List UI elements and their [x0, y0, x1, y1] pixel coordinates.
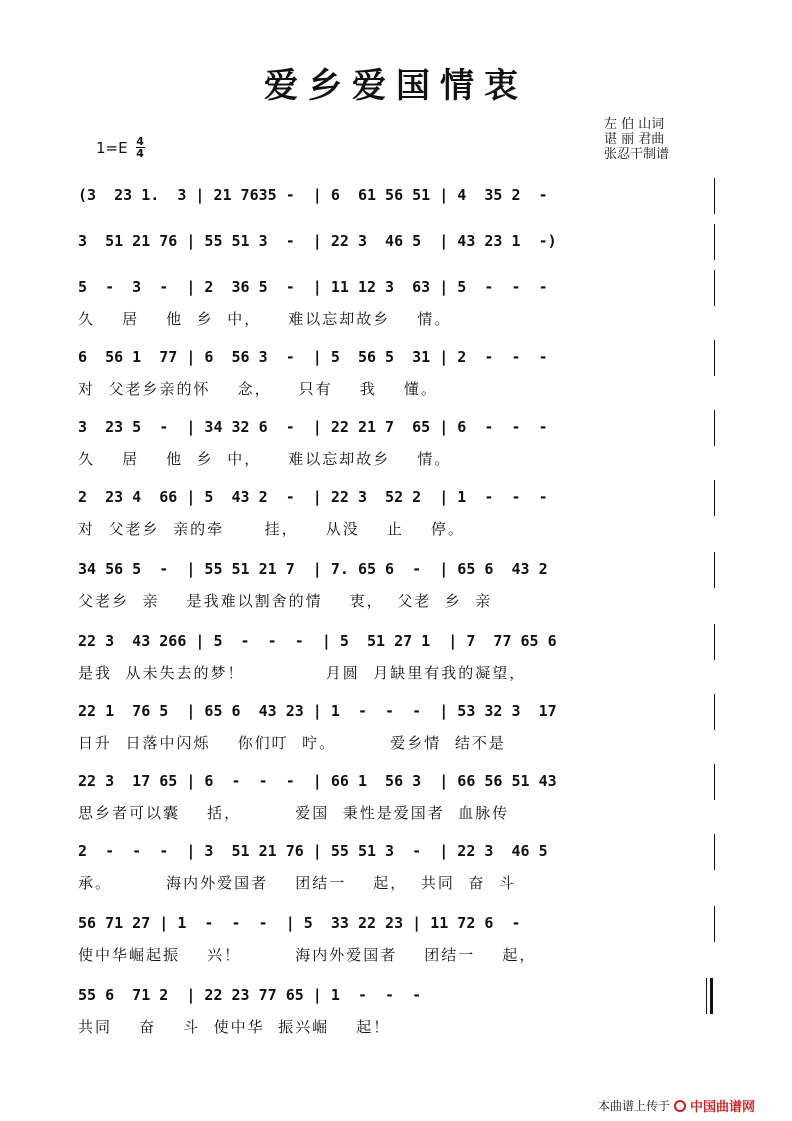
lyric-line: 思乡者可以囊 括， 爱国 秉性是爱国者 血脉传 — [78, 804, 510, 822]
notation-line — [78, 480, 718, 516]
score-row — [78, 178, 718, 214]
score-row — [78, 906, 718, 964]
key-label: 1=E — [96, 138, 128, 157]
barline — [714, 906, 715, 942]
notation-text: 22 3 43 266 | 5 - - - | 5 51 27 1 | 7 77 65 6 — [78, 632, 557, 650]
notation-text: (3 23 1. 3 | 21 7635 - | 6 61 56 51 | 4 35 2 - — [78, 186, 548, 204]
composer-credit: 谌 丽 君曲 — [604, 132, 665, 147]
barline — [714, 480, 715, 516]
score-row — [78, 764, 718, 822]
notation-line — [78, 906, 718, 942]
notation-text: 2 - - - | 3 51 21 76 | 55 51 3 - | 22 3 46 5 — [78, 842, 548, 860]
lyricist-credit: 左 伯 山词 — [604, 117, 665, 132]
song-title: 爱乡爱国情衷 — [264, 66, 528, 106]
notation-text: 22 3 17 65 | 6 - - - | 66 1 56 3 | 66 56 51 43 — [78, 772, 557, 790]
score-row — [78, 694, 718, 752]
barline — [714, 178, 715, 214]
notation-text: 5 - 3 - | 2 36 5 - | 11 12 3 63 | 5 - - - — [78, 278, 548, 296]
notation-line — [78, 978, 718, 1014]
score-row — [78, 624, 718, 682]
notation-text: 34 56 5 - | 55 51 21 7 | 7. 65 6 - | 65 6 43 2 — [78, 560, 548, 578]
notation-line — [78, 224, 718, 260]
barline — [714, 834, 715, 870]
lyric-line: 久 居 他 乡 中， 难以忘却故乡 情。 — [78, 310, 452, 328]
key-signature — [96, 136, 145, 159]
notation-line — [78, 270, 718, 306]
site-brand: 中国曲谱网 — [690, 1100, 756, 1115]
time-signature — [136, 136, 145, 159]
score-row — [78, 270, 718, 328]
score-row — [78, 552, 718, 610]
notation-line — [78, 552, 718, 588]
lyric-line: 共同 奋 斗 使中华 振兴崛 起！ — [78, 1018, 391, 1036]
score-row — [78, 410, 718, 468]
barline — [714, 694, 715, 730]
score-row — [78, 224, 718, 260]
credits — [604, 117, 669, 162]
barline — [714, 552, 715, 588]
notation-text: 3 51 21 76 | 55 51 3 - | 22 3 46 5 | 43 23 1 -) — [78, 232, 557, 250]
notation-text: 56 71 27 | 1 - - - | 5 33 22 23 | 11 72 6 - — [78, 914, 521, 932]
notation-text: 3 23 5 - | 34 32 6 - | 22 21 7 65 | 6 - - - — [78, 418, 548, 436]
lyric-line: 对 父老乡 亲的牵 挂， 从没 止 停。 — [78, 520, 465, 538]
barline — [714, 764, 715, 800]
footer — [598, 1096, 755, 1115]
lyric-line: 承。 海内外爱国者 团结一 起， 共同 奋 斗 — [78, 874, 516, 892]
lyric-line: 久 居 他 乡 中， 难以忘却故乡 情。 — [78, 450, 452, 468]
notation-line — [78, 178, 718, 214]
notation-text: 55 6 71 2 | 22 23 77 65 | 1 - - - — [78, 986, 422, 1004]
barline — [714, 340, 715, 376]
barline — [714, 224, 715, 260]
site-logo-icon — [674, 1100, 686, 1112]
score-row — [78, 480, 718, 538]
lyric-line: 父老乡 亲 是我难以割舍的情 衷， 父老 乡 亲 — [78, 592, 493, 610]
time-bottom: 4 — [136, 147, 144, 160]
notation-line — [78, 834, 718, 870]
lyric-line: 使中华崛起振 兴！ 海内外爱国者 团结一 起， — [78, 946, 537, 964]
lyric-line: 日升 日落中闪烁 你们叮 咛。 爱乡情 结不是 — [78, 734, 506, 752]
lyric-line: 是我 从未失去的梦！ 月圆 月缺里有我的凝望， — [78, 664, 527, 682]
notation-line — [78, 340, 718, 376]
final-barline — [706, 978, 713, 1014]
barline — [714, 624, 715, 660]
transcriber-credit: 张忍干制谱 — [604, 147, 670, 162]
notation-line — [78, 410, 718, 446]
notation-line — [78, 764, 718, 800]
notation-text: 22 1 76 5 | 65 6 43 23 | 1 - - - | 53 32 3 17 — [78, 702, 557, 720]
barline — [714, 270, 715, 306]
score-row — [78, 340, 718, 398]
score-row — [78, 978, 718, 1036]
footer-text: 本曲谱上传于 — [598, 1099, 671, 1113]
barline — [714, 410, 715, 446]
lyric-line: 对 父老乡亲的怀 念， 只有 我 懂。 — [78, 380, 438, 398]
time-top: 4 — [136, 135, 144, 148]
notation-text: 2 23 4 66 | 5 43 2 - | 22 3 52 2 | 1 - - - — [78, 488, 548, 506]
notation-line — [78, 624, 718, 660]
notation-line — [78, 694, 718, 730]
notation-text: 6 56 1 77 | 6 56 3 - | 5 56 5 31 | 2 - - - — [78, 348, 548, 366]
score-row — [78, 834, 718, 892]
